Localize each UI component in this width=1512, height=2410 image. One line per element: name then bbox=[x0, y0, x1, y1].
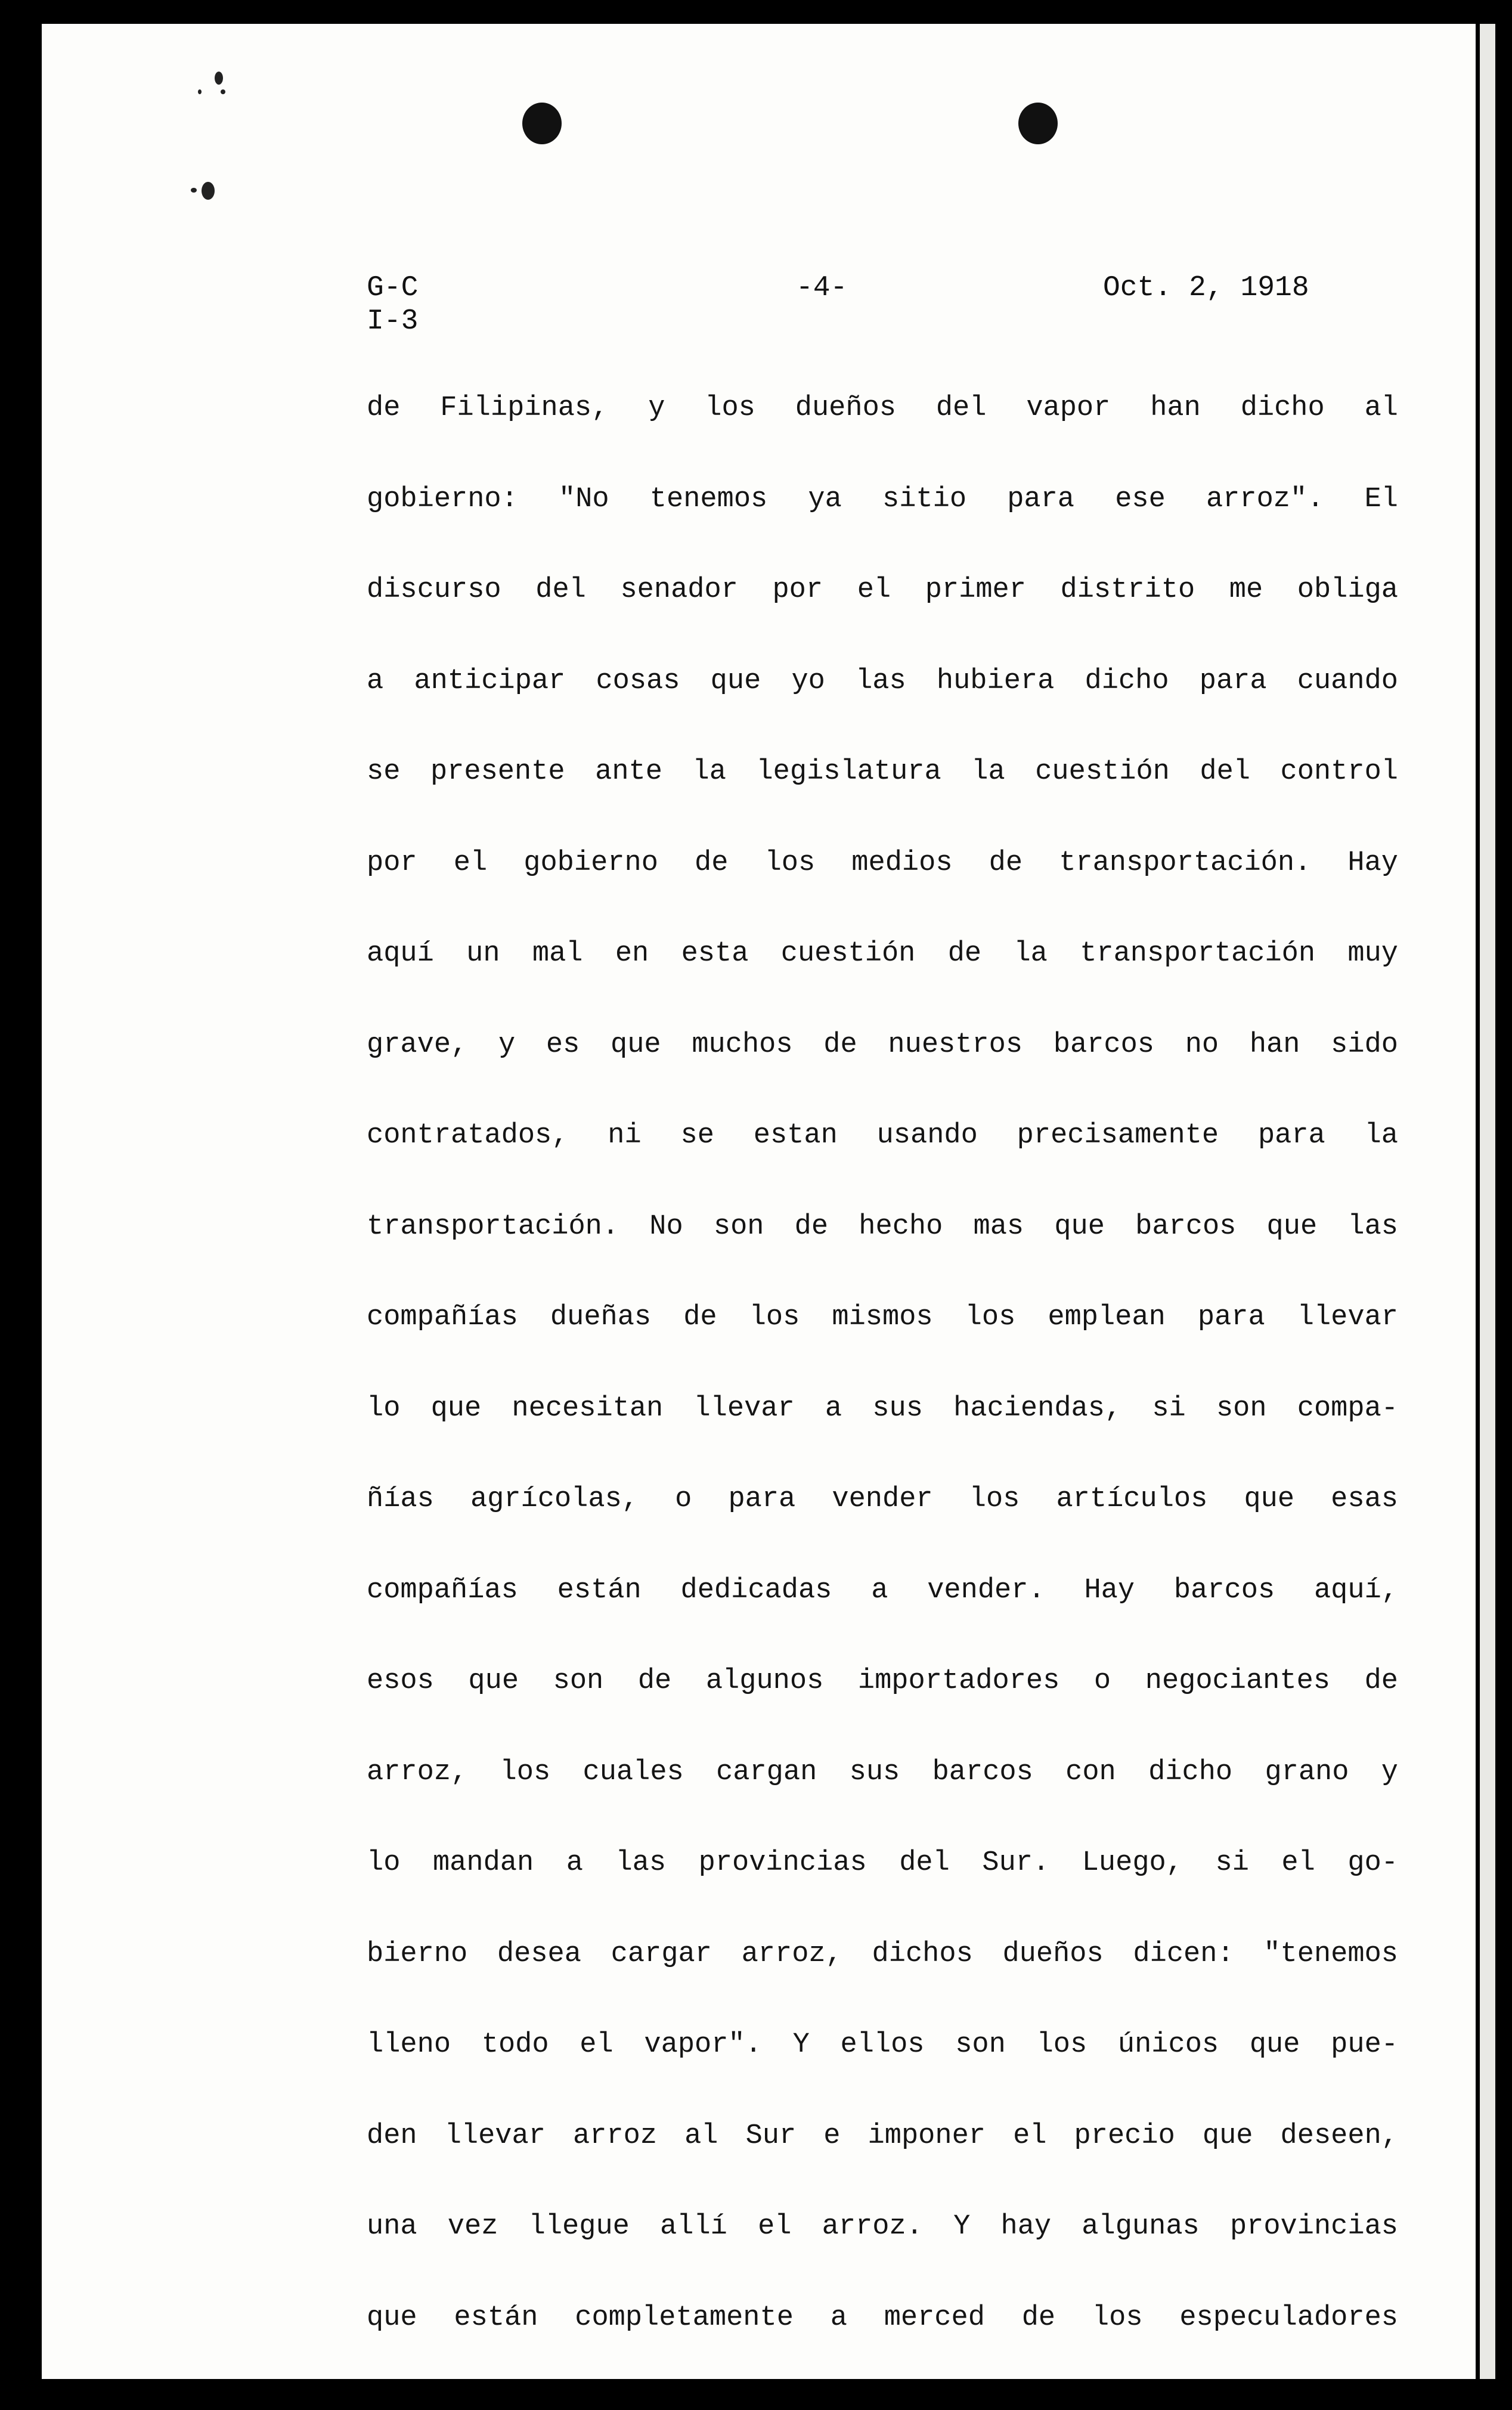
text-line: compañías dueñas de los mismos los emplean para llevar bbox=[367, 1302, 1398, 1333]
text-line: una vez llegue allí el arroz. Y hay algunas provincias bbox=[367, 2211, 1398, 2242]
text-line: a anticipar cosas que yo las hubiera dicho para cuando bbox=[367, 665, 1398, 697]
page-edge-strip bbox=[1480, 24, 1495, 2379]
punch-hole-right bbox=[1018, 103, 1058, 144]
punch-hole-left bbox=[522, 103, 562, 144]
ink-speck bbox=[221, 89, 225, 94]
ink-speck bbox=[215, 72, 223, 85]
text-line: que están completamente a merced de los especuladores bbox=[367, 2301, 1398, 2334]
ink-speck bbox=[198, 89, 202, 94]
text-line: ñías agrícolas, o para vender los artículos que esas bbox=[367, 1483, 1398, 1515]
text-line: gobierno: "No tenemos ya sitio para ese arroz". El bbox=[367, 483, 1398, 515]
text-line: transportación. No son de hecho mas que barcos que las bbox=[367, 1210, 1398, 1243]
text-line: aquí un mal en esta cuestión de la transportación muy bbox=[367, 938, 1398, 969]
header-document-code bbox=[367, 271, 418, 338]
page-number: -4- bbox=[796, 272, 848, 304]
text-line: lleno todo el vapor". Y ellos son los únicos que pue- bbox=[367, 2029, 1398, 2061]
text-line: lo que necesitan llevar a sus haciendas, si son compa- bbox=[367, 1392, 1398, 1424]
document-page bbox=[42, 24, 1476, 2379]
text-line: grave, y es que muchos de nuestros barcos no han sido bbox=[367, 1029, 1398, 1061]
text-line: den llevar arroz al Sur e imponer el precio que deseen, bbox=[367, 2120, 1398, 2152]
text-line: discurso del senador por el primer distrito me obliga bbox=[367, 574, 1398, 606]
document-code-line2: I-3 bbox=[367, 305, 419, 337]
document-date: Oct. 2, 1918 bbox=[1103, 272, 1309, 304]
text-line: por el gobierno de los medios de transportación. Hay bbox=[367, 847, 1398, 879]
body-paragraph bbox=[367, 394, 1398, 2379]
text-line: contratados, ni se estan usando precisamente para la bbox=[367, 1120, 1398, 1151]
text-line: lo mandan a las provincias del Sur. Luego, si el go- bbox=[367, 1847, 1398, 1879]
document-code-line1: G-C bbox=[367, 272, 419, 304]
text-line: arroz, los cuales cargan sus barcos con dicho grano y bbox=[367, 1756, 1398, 1788]
text-line: de Filipinas, y los dueños del vapor han dicho al bbox=[367, 392, 1398, 424]
ink-speck bbox=[191, 188, 197, 193]
text-line: bierno desea cargar arroz, dichos dueños dicen: "tenemos bbox=[367, 1938, 1398, 1970]
ink-speck bbox=[202, 182, 215, 200]
text-line: esos que son de algunos importadores o negociantes de bbox=[367, 1665, 1398, 1697]
text-line: compañías están dedicadas a vender. Hay barcos aquí, bbox=[367, 1574, 1398, 1606]
text-line: se presente ante la legislatura la cuestión del control bbox=[367, 756, 1398, 788]
